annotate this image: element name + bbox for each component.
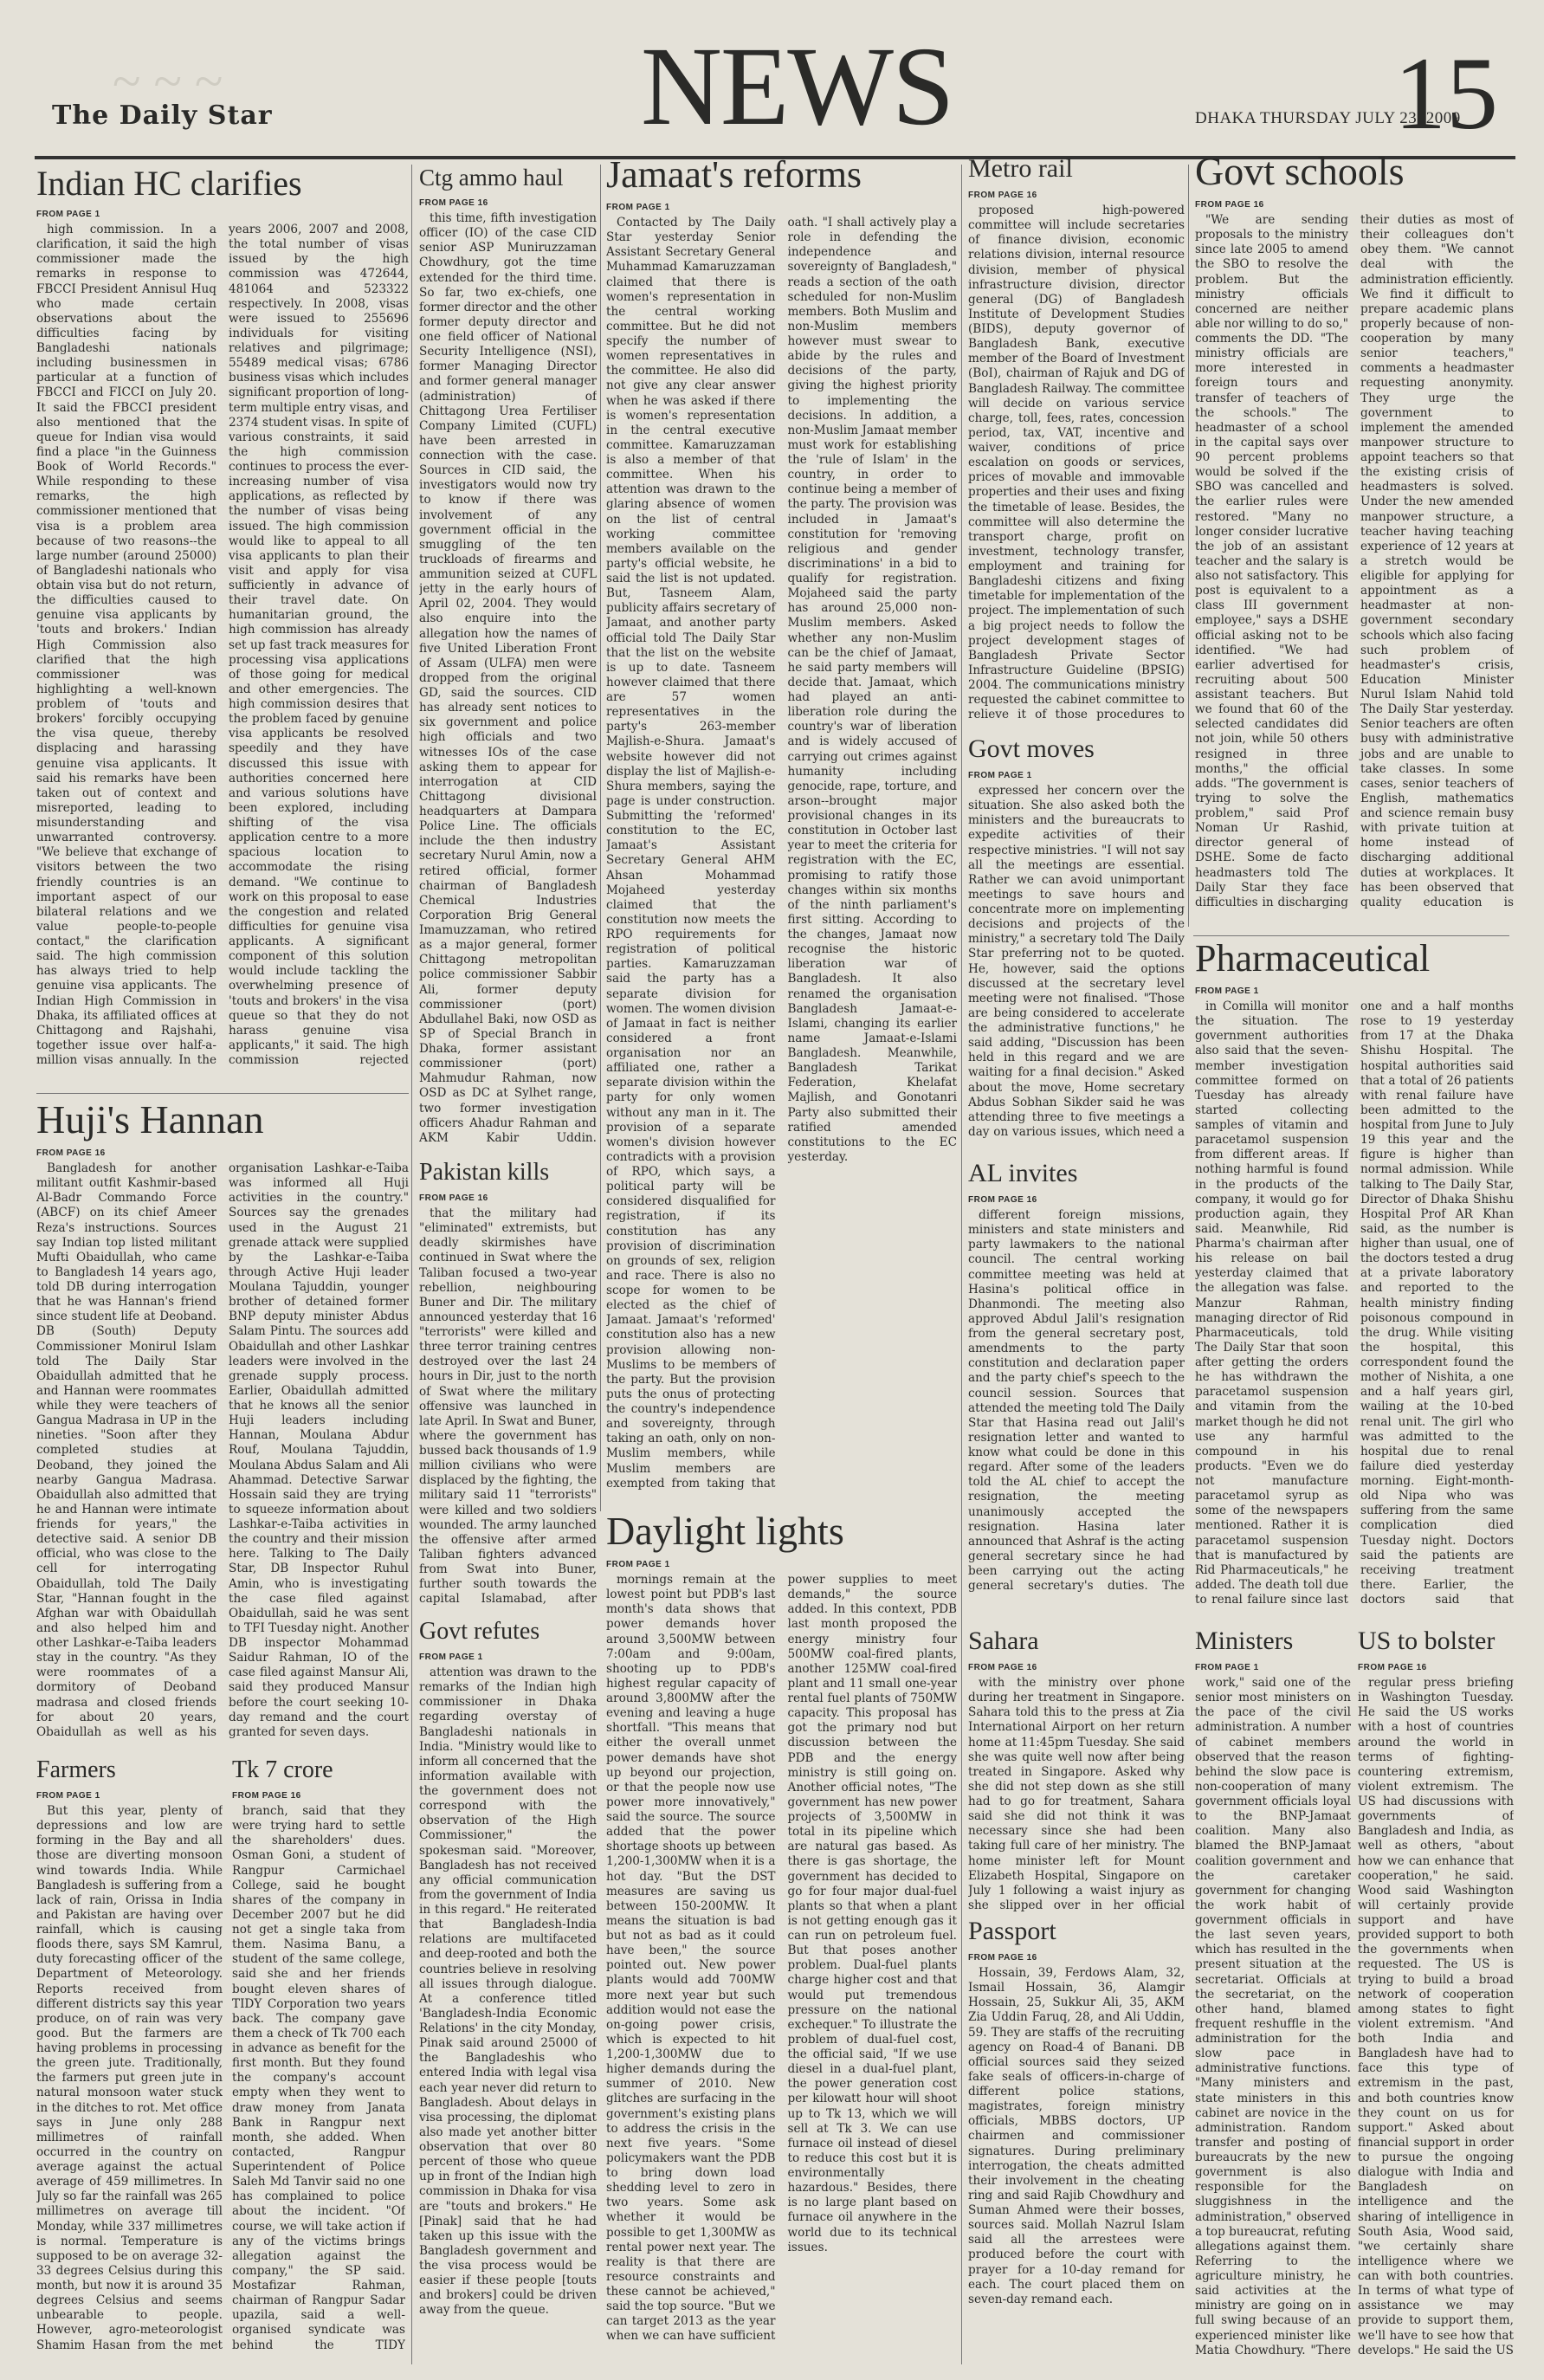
story-us-bolster <box>1358 1628 1514 2364</box>
headline: Pharmaceutical <box>1195 940 1431 980</box>
headline: Tk 7 crore <box>232 1758 333 1783</box>
headline: Sahara <box>968 1628 1039 1655</box>
story-dateline: FROM PAGE 16 <box>419 198 488 208</box>
story-body: with the ministry over phone during her treatment in Singapore. Sahara told this to the press at Zia International Airport on her return home at 11:45pm Tuesday. She said she was quite well now after being treated in Singapore. Asked why she did not step down as she still had to go for treatment, Sahara said she did not think it was necessary since she had been taking full care of her ministry. The home minister left for Mount Elizabeth Hospital, Singapore on July 1 following a waist injury as she slipped over in her official <box>968 1676 1185 1912</box>
section-rule <box>36 1093 409 1094</box>
story-dateline: FROM PAGE 16 <box>1195 200 1264 210</box>
story-dateline: FROM PAGE 1 <box>36 1791 100 1801</box>
story-body: Hossain, 39, Ferdows Alam, 32, Ismail Hossain, 36, Alamgir Hossain, 25, Sukkur Ali, 35, AKM Zia Uddin Faruq, 28, and Ali Uddin, 59. They are staffs of the recruiting agency on Road-4 of Banani. DB official sources said they seized fake seals of officers-in-charge of different police stations, magistrates, foreign ministry officials, MBBS doctors, UP chairmen and commissioner signatures. During preliminary interrogation, the cheats admitted their involvement in the cheating ring and said Rajib Chowdhury and Suman Ahmed were their bosses, sources said. Mollah Nazrul Islam said all the arrestees were produced before the court with prayer for a 10-day remand for each. The court placed them on seven-day remand each. <box>968 1966 1185 2306</box>
story-body: Bangladesh for another militant outfit Kashmir-based Al-Badr Commando Force (ABCF) on its chief Ameer Reza's instructions. Sources say Indian top listed militant Mufti Obaidullah, who came to Bangladesh 14 years ago, told DB during interrogation that he was Hannan's friend since student life at Deoband. DB (South) Deputy Commissioner Monirul Islam told The Daily Star Obaidullah admitted that he and Hannan were roommates while they were teachers of Gangua Madrasa in UP in the nineties. "Soon after they completed studies at Deoband, they joined the nearby Gangua Madrasa. Obaidullah also admitted that he and Hannan were intimate friends for years," the detective said. A senior DB official, who was close to the cell for interrogating Obaidullah, told The Daily Star, "Hannan fought in the Afghan war with Obaidullah and also helped him and other Lashkar-e-Taiba leaders stay in the country. "As they were roommates of a dormitory of Deoband madrasa and closed friends for about 20 years, Obaidullah as well as his organisation Lashkar-e-Taiba was informed all Huji activities in the country." Sources say the grenades used in the August 21 grenade attack were supplied by the Lashkar-e-Taiba through Active Huji leader Moulana Tajuddin, younger brother of detained former BNP deputy minister Abdus Salam Pintu. The sources add Obaidullah and other Lashkar leaders were involved in the grenade supply process. Earlier, Obaidullah admitted that he knows all the senior Huji leaders including Hannan, Moulana Abdur Rouf, Moulana Tajuddin, Moulana Abdus Salam and Ali Ahammad. Detective Sarwar Hossain said they are trying to squeeze information about Lashkar-e-Taiba activities in the country and their mission here. Talking to The Daily Star, DB Inspector Ruhul Amin, who is investigating the case filed against Obaidullah, said he was sent to TFI Tuesday night. Another DB inspector Mohammad Saidur Rahman, IO of the case filed against Mansur Ali, said they produced Mansur before the court seeking 10-day remand and the court granted for seven days. <box>36 1161 409 1739</box>
headline: AL invites <box>968 1161 1078 1187</box>
section-title: NEWS <box>641 24 953 149</box>
story-dateline: FROM PAGE 16 <box>232 1791 301 1801</box>
story-govt-moves <box>968 736 1185 1152</box>
headline: Ministers <box>1195 1628 1294 1655</box>
story-ctg-ammo <box>419 166 597 1154</box>
story-farmers <box>36 1758 223 2364</box>
story-dateline: FROM PAGE 1 <box>606 203 670 212</box>
ghost-watermark: ~ ~ ~ <box>113 53 223 110</box>
story-metro-rail <box>968 156 1185 728</box>
headline: Govt moves <box>968 736 1095 763</box>
story-huji <box>36 1100 409 1749</box>
story-body: But this year, plenty of depressions and low are forming in the Bay and all those are diverting monsoon wind towards India. While Bangladesh is suffering from a lack of rain, Orissa in India and Pakistan are having over rainfall, which is causing floods there, says SM Kamrul, duty forecasting officer of the Department of Meteorology. Reports received from different districts say this year produce, on of rain was very good. But the farmers are having problems in processing the green jute. Traditionally, the farmers put green jute in natural monsoon water stuck in the ditches to rot. Met office says in June only 288 millimetres of rainfall occurred in the country on average against the actual average of 459 millimetres. In July so far the rainfall was 265 millimetres on average till Monday, while 337 millimetres is normal. Temperature is supposed to be on average 32-33 degrees Celsius during this month, but now it is around 35 degrees Celsius and seems unbearable to people. However, agro-meteorologist Shamim Hasan from the met <box>36 1804 223 2352</box>
headline: Govt schools <box>1195 152 1405 193</box>
story-body: attention was drawn to the remarks of the Indian high commissioner in Dhaka regarding overstay of Bangladeshi nationals in India. "Ministry would like to inform all concerned that the information available with the government does not correspond with the observation of the High Commissioner," the spokesman said. "Moreover, Bangladesh has not received any official communication from the government of India in this regard." He reiterated that Bangladesh-India relations are multifaceted and deep-rooted and both the countries believe in resolving all issues through dialogue. At a conference titled 'Bangladesh-India Economic Relations' in the city Monday, Pinak said around 25000 of the Bangladeshis who entered India with legal visa each year never did return to Bangladesh. About delays in visa processing, the diplomat also made yet another bitter observation that over 80 percent of those who queue up in front of the Indian high commission in Dhaka for visa are "touts and brokers." He [Pinak] said that he had taken up this issue with the Bangladesh government and the visa process would be easier if these people [touts and brokers] could be driven away from the queue. <box>419 1665 597 2318</box>
headline: Farmers <box>36 1758 116 1783</box>
column-rule <box>1188 165 1189 927</box>
story-daylight <box>606 1511 957 2364</box>
column-rule <box>961 165 962 2364</box>
story-dateline: FROM PAGE 16 <box>968 191 1037 200</box>
story-body: high commission. In a clarification, it said the high commissioner made the remarks in response to FBCCI President Annisul Huq who made certain observations about the difficulties facing by Bangladeshi nationals including businessmen in particular at a function of FBCCI and FICCI on July 20. It said the FBCCI president also mentioned that the queue for Indian visa would find a place "in the Guinness Book of World Records." While responding to these remarks, the high commissioner mentioned that visa is a problem area because of two reasons--the large number (around 25000) of Bangladeshi nationals who obtain visa but do not return, the difficulties caused to genuine visa applicants by 'touts and brokers.' Indian High Commission also clarified that the high commissioner was highlighting a well-known problem of 'touts and brokers' forcibly occupying the visa queue, thereby displacing and harassing genuine visa applicants. It said his remarks have been taken out of context and misreported, leading to misunderstanding and unwarranted controversy. "We believe that exchange of visitors between the two friendly countries is an important aspect of our bilateral relations and we value people-to-people contact," the clarification said. The high commission has always tried to help genuine visa applicants. The Indian High Commission in Dhaka, its affiliated offices at Chittagong and Rajshahi, together issue over half-a-million visas annually. In the years 2006, 2007 and 2008, the total number of visas issued by the high commission was 472644, 481064 and 523322 respectively. In 2008, visas were issued to 255696 individuals for visiting relatives and pilgrimage; 55489 medical visas; 6786 business visas which includes significant proportion of long-term multiple entry visas, and 2374 student visas. In spite of various constraints, it said the high commission continues to process the ever-increasing number of visa applications, as reflected by the number of visas being issued. The high commission would like to appeal to all visa applicants to plan their visit and apply for visa sufficiently in advance of their travel date. On humanitarian ground, the high commission has already set up fast track measures for processing visa applications of those going for medical and other emergencies. The high commission desires that the problem faced by genuine visa applicants be resolved speedily and they have discussed this issue with authorities concerned here and various solutions have been explored, including shifting of the visa application centre to a more spacious location to accommodate the rising demand. "We continue to work on this proposal to ease the congestion and related difficulties for genuine visa applicants. A significant component of this solution would include tackling the overwhelming presence of 'touts and brokers' in the visa queue so that they do not harass genuine visa applicants," it said. The high commission rejected <box>36 223 409 1067</box>
story-dateline: FROM PAGE 1 <box>606 1560 670 1569</box>
column-rule <box>600 165 601 1511</box>
story-sahara <box>968 1628 1185 1914</box>
headline: Jamaat's reforms <box>606 156 862 196</box>
story-pharmaceutical <box>1195 940 1514 1624</box>
headline: Metro rail <box>968 156 1073 183</box>
column-rule <box>411 165 412 2364</box>
story-tk7crore <box>232 1758 405 2364</box>
story-body: regular press briefing in Washington Tuesday. He said the US works with a host of countries around the world in terms of fighting-countering extremism, violent extremism. The US had discussions with governments of Bangladesh and India, as well as others, "about how we can enhance that cooperation," he said. Wood said Washington will certainly provide support and have provided support to both the governments when requested. The US is trying to build a broad network of cooperation among states to fight violent extremism. "And both India and Bangladesh have had to face this type of extremism in the past, and both countries know they count on us for support." Asked about financial support in order to pursue the ongoing dialogue with India and Bangladesh on intelligence and the sharing of intelligence in South Asia, Wood said, "we certainly share intelligence where we can with both countries. In terms of what type of assistance we may provide to support them, we'll have to see how that develops." He said the US <box>1358 1676 1514 2357</box>
dateline-date: DHAKA THURSDAY JULY 23, 2009 <box>1195 109 1461 127</box>
story-passport <box>968 1918 1185 2364</box>
story-govt-schools <box>1195 152 1514 931</box>
story-dateline: FROM PAGE 16 <box>1358 1663 1427 1672</box>
story-body: proposed high-powered committee will include secretaries of finance division, economic relations division, internal resource division, member of physical infrastructure division, director general (DG) of Bangladesh Institute of Development Studies (BIDS), deputy governor of Bangladesh Bank, executive member of the Board of Investment (BoI), chairman of Rajuk and DG of Bangladesh Railway. The committee will decide on various service charge, toll, fees, rates, concession period, tax, VAT, incentive and waiver, conditions of price escalation on goods or services, prices of movable and immovable properties and their uses and fixing the timetable of lease. Besides, the committee will also determine the transport charge, profit on investment, technology transfer, employment and training for Bangladeshi citizens and fixing timetable for implementation of the project. The implementation of such a big project needs to follow the project development stages of Bangladesh Private Sector Infrastructure Guideline (BPSIG) 2004. The communications ministry requested the cabinet committee to relieve it of those procedures to <box>968 204 1185 722</box>
story-pakistan <box>419 1161 597 1611</box>
story-body: Contacted by The Daily Star yesterday Senior Assistant Secretary General Muhammad Kamaruzzaman claimed that there is women's representation in the central working committee. But he did not specify the number of women representatives in the committee. He also did not give any clear answer when he was asked if there is women's representation in the central executive committee. Kamaruzzaman is also a member of that committee. When his attention was drawn to the glaring absence of women on the list of central working committee members available on the party's official website, he said the list is not updated. But, Tasneem Alam, publicity affairs secretary of Jamaat, and another party official told The Daily Star that the list on the website is up to date. Tasneem however claimed that there are 57 women representatives in the party's 263-member Majlish-e-Shura. Jamaat's website however did not display the list of Majlish-e-Shura members, saying the page is under construction. Submitting the 'reformed' constitution to the EC, Jamaat's Assistant Secretary General AHM Ahsan Mohammad Mojaheed yesterday claimed that the constitution now meets the RPO requirements for registration of political parties. Kamaruzzaman said the party has a separate division for women. The women division of Jamaat in fact is neither considered a front organisation nor an affiliated one, rather a separate division within the party for only women without any man in it. The provision of a separate women's division however contradicts with a provision of RPO, which says, a political party will be considered disqualified for registration, if its constitution has any provision of discrimination on grounds of sex, religion and race. There is also no scope for women to be elected as the chief of Jamaat. Jamaat's 'reformed' constitution also has a new provision allowing non-Muslims to be members of the party. But the provision puts the onus of protecting the country's independence and sovereignty, through taking an oath, only on non-Muslim members, while Muslim members are exempted from taking that oath. "I shall actively play a role in defending the independence and sovereignty of Bangladesh," reads a section of the oath scheduled for non-Muslim members. Both Muslim and non-Muslim members however must swear to abide by the rules and decisions of the party, giving the highest priority to implementing the decisions. In addition, a non-Muslim Jamaat member must work for establishing the 'rule of Islam' in the country, in order to continue being a member of the party. The provision was included in Jamaat's constitution for 'removing religious and gender discriminations' in a bid to qualify for registration. Mojaheed said the party has around 25,000 non-Muslim members. Asked whether any non-Muslim can be the chief of Jamaat, he said party members will decide that. Jamaat, which had played an anti-liberation role during the country's war of liberation and is widely accused of carrying out crimes against humanity including genocide, rape, torture, and arson--brought major provisional changes in its constitution in October last year to meet the criteria for registration with the EC, promising to ratify those changes within six months of the ninth parliament's first sitting. According to the changes, Jamaat now recognise the historic liberation war of Bangladesh. It also renamed the organisation Bangladesh Jamaat-e-Islami, changing its earlier name Jamaat-e-Islami Bangladesh. Meanwhile, Bangladesh Tarikat Federation, Khelafat Majlish, and Gonotanri Party also submitted their ratified amended constitutions to the EC yesterday. <box>606 216 957 1491</box>
story-dateline: FROM PAGE 1 <box>419 1652 483 1662</box>
story-body: work," said one of the senior most ministers on the pace of the civil administration. A number of cabinet members observed that the reason behind the slow pace is non-cooperation of many government officials loyal to the BNP-Jamaat coalition. Many also blamed the BNP-Jamaat coalition government and the caretaker government for changing the work habit of government officials in the last seven years, which has resulted in the present situation at the secretariat. Officials at the secretariat, on the other hand, blamed frequent reshuffle in the administration for the slow pace in administrative functions. "Many ministers and state ministers in this cabinet are novice in the administration. Random transfer and posting of bureaucrats by the new government is also responsible for the sluggishness in the administration," observed a top bureaucrat, refuting allegations against them. Referring to the agriculture ministry, he said activities at the ministry are going on in full swing because of an experienced minister like Matia Chowdhury. "There <box>1195 1676 1351 2357</box>
story-body: different foreign missions, ministers and state ministers and party lawmakers to the national council. The central working committee meeting was held at Hasina's political office in Dhanmondi. The meeting also approved Abdul Jalil's resignation from the general secretary post, amendments to the party constitution and declaration paper and the party chief's speech to the council session. Sources that attended the meeting told The Daily Star that Hasina read out Jalil's resignation letter and wanted to know what could be done in this regard. After some of the leaders told the AL chief to accept the resignation, the meeting unanimously accepted the resignation. Hasina later announced that Ashraf is the acting general secretary since he had been carrying out the acting general secretary's duties. The <box>968 1208 1185 1594</box>
headline: Indian HC clarifies <box>36 166 302 203</box>
story-dateline: FROM PAGE 16 <box>36 1148 106 1158</box>
story-indian-hc <box>36 166 409 1084</box>
story-body: expressed her concern over the situation. She also asked both the ministers and the bureaucrats to expedite activities of their respective ministries. "I will not say all the meetings are essential. Rather we can avoid unimportant meetings to save hours and concentrate more on implementing decisions and projects of the ministry," a secretary told The Daily Star preferring not to be quoted. He, however, said the options discussed at the secretary level meeting were not finalised. "Those are being considered to accelerate the administrative functions," he said adding, "Discussion has been held in this regard and we are waiting for a final decision." Asked about the move, Home secretary Abdus Sobhan Sikder said he was attending three to five meetings a day on various issues, which need a <box>968 784 1185 1139</box>
brand-name: The Daily Star <box>52 100 273 131</box>
story-dateline: FROM PAGE 1 <box>968 771 1032 780</box>
story-body: this time, fifth investigation officer (IO) of the case CID senior ASP Muniruzzaman Chowdhury, got the time extended for the third time. So far, two ex-chiefs, one former director and the other former deputy director and one field officer of National Security Intelligence (NSI), former Managing Director and former general manager (administration) of Chittagong Urea Fertiliser Company Limited (CUFL) have been arrested in connection with the case. Sources in CID said, the investigators would now try to know if there was involvement of any government official in the smuggling of the ten truckloads of firearms and ammunition seized at CUFL jetty in the early hours of April 02, 2004. They would also enquire into the allegation how the names of five United Liberation Front of Assam (ULFA) men were dropped from the original GD, said the sources. CID has already sent notices to six government and police high officials and two witnesses IOs of the case asking them to appear for interrogation at CID Chittagong divisional headquarters at Dampara Police Line. The officials include the then industry secretary Nurul Amin, now a retired official, former chairman of Bangladesh Chemical Industries Corporation Brig General Imamuzzaman, who retired as a major general, former Chittagong metropolitan police commissioner Sabbir Ali, former deputy commissioner (port) Abdullahel Baki, now OSD as SP of Special Branch in Dhaka, former assistant commissioner (port) Mahmudur Rahman, now OSD as DC at Sylhet range, two former investigation officers Ahadur Rahman and AKM Kabir Uddin. <box>419 211 597 1145</box>
headline: Daylight lights <box>606 1511 844 1553</box>
story-body: branch, said that they were trying hard to settle the shareholders' dues. Osman Goni, a student of Rangpur Carmichael College, said he bought shares of the company in December 2007 but he did not get a single taka from them. Nasima Banu, a student of the same college, said she and her friends bought eleven shares of TIDY Corporation two years back. The company gave them a check of Tk 700 each in advance as benefit for the first month. But they found the company's account empty when they went to draw money from Janata Bank in Rangpur next month, she added. When contacted, Rangpur Superintendent of Police Saleh Md Tanvir said no one has complained to police about the incident. "Of course, we will take action if any of the victims brings allegation against the company," the SP said. Mostafizar Rahman, chairman of Rangpur Sadar upazila, said a well-organised syndicate was behind the TIDY <box>232 1804 405 2352</box>
headline: Pakistan kills <box>419 1161 550 1186</box>
story-dateline: FROM PAGE 16 <box>419 1193 488 1203</box>
story-body: mornings remain at the lowest point but PDB's last month's data shows that power demands hover around 3,500MW between 7:00am and 9:00am, shooting up to PDB's highest regular capacity of around 3,800MW after the evening and leaving a huge shortfall. "This means that either the overall unmet power demands have shot up beyond our projection, or that the people now use power more innovatively," said the source. The source added that the power shortage shoots up between 1,200-1,300MW when it is a hot day. "But the DST measures are saving us between 150-200MW. It means the situation is bad but not as bad as it could have been," the source pointed out. New power plants would add 700MW more next year but such addition would not ease the on-going power crisis, which is expected to hit 1,200-1,300MW due to higher demands during the summer of 2010. New glitches are surfacing in the government's existing plans to address the crisis in the next five years. "Some policymakers want the PDB to bring down load shedding level to zero in two years. Some ask whether it would be possible to get 1,300MW as rental power next year. The reality is that there are resource constraints and these cannot be achieved," said the top source. "But we can target 2013 as the year when we can have sufficient power supplies to meet demands," the source added. In this context, PDB last month proposed the energy ministry four 500MW coal-fired plants, another 125MW coal-fired plant and 11 small one-year rental fuel plants of 750MW capacity. This proposal has got the primary nod but discussion between the PDB and the energy ministry is still going on. Another official notes, "The government has new power projects of 3,500MW in total in its pipeline which are natural gas based. As there is gas shortage, the government has decided to go for four major dual-fuel plants so that when a plant is not getting enough gas it can run on petroleum fuel. But that poses another problem. Dual-fuel plants charge higher cost and that would put tremendous pressure on the national exchequer." To illustrate the problem of dual-fuel cost, the official said, "If we use diesel in a dual-fuel plant, the power generation cost per kilowatt hour will shoot up to Tk 13, which we will sell at Tk 3. We can use furnace oil instead of diesel to reduce this cost but it is environmentally hazardous." Besides, there is no large plant based on furnace oil anywhere in the world due to its technical issues. <box>606 1573 957 2344</box>
headline: Govt refutes <box>419 1620 540 1645</box>
story-body: that the military had "eliminated" extremists, but deadly skirmishes have continued in Swat where the Taliban focused a two-year rebellion, neighbouring Buner and Dir. The military announced yesterday that 16 "terrorists" were killed and three terror training centres destroyed over the last 24 hours in Dir, just to the north of Swat where the military offensive was launched in late April. In Swat and Buner, where the government has bussed back thousands of 1.9 million civilians who were displaced by the fighting, the military said 11 "terrorists" were killed and two soldiers wounded. The army launched the offensive after armed Taliban fighters advanced from Swat into Buner, further south towards the capital Islamabad, after <box>419 1206 597 1607</box>
story-dateline: FROM PAGE 16 <box>968 1663 1037 1672</box>
story-dateline: FROM PAGE 16 <box>968 1953 1037 1963</box>
section-rule <box>1193 935 1509 936</box>
headline: US to bolster <box>1358 1628 1496 1655</box>
headline: Huji's Hannan <box>36 1100 264 1141</box>
page-number: 15 <box>1394 36 1498 151</box>
story-ministers <box>1195 1628 1351 2364</box>
story-dateline: FROM PAGE 1 <box>1195 986 1259 996</box>
story-dateline: FROM PAGE 1 <box>1195 1663 1259 1672</box>
story-dateline: FROM PAGE 16 <box>968 1195 1037 1205</box>
story-govt-refutes <box>419 1620 597 2364</box>
story-jamaat <box>606 156 957 1507</box>
headline: Passport <box>968 1918 1056 1945</box>
story-body: in Comilla will monitor the situation. The government authorities also said that the seven-member investigation committee formed on Tuesday has already started collecting samples of vitamin and paracetamol suspension from different areas. If nothing harmful is found in the products of the company, it would go for production again, they said. Meanwhile, Rid Pharma's chairman after his release on bail yesterday claimed that the allegation was false. Manzur Rahman, managing director of Rid Pharmaceuticals, told The Daily Star that soon after getting the orders he has withdrawn the paracetamol suspension and vitamin from the market though he did not use any harmful compound in his products. "Even we do not manufacture paracetamol syrup as some of the newspapers mentioned. Rather it is paracetamol suspension that is manufactured by Rid Pharmaceuticals," he added. The death toll due to renal failure since last one and a half months rose to 19 yesterday from 17 at the Dhaka Shishu Hospital. The hospital authorities said that a total of 26 patients with renal failure have been admitted to the hospital from June to July 19 this year and the figure is higher than normal admission. While talking to The Daily Star, Director of Dhaka Shishu Hospital Prof AR Khan said, as the number is higher than usual, one of the doctors tested a drug at a private laboratory and reported to the health ministry finding poisonous compound in the drug. While visiting the hospital, this correspondent found the mother of Nishita, a one and a half years girl, wailing at the 10-bed renal unit. The girl who was admitted to the hospital due to renal failure died yesterday morning. Eight-month-old Nipa who was suffering from the same complication died Tuesday night. Doctors said the patients are receiving treatment there. Earlier, the doctors said that <box>1195 999 1514 1607</box>
masthead <box>35 26 1515 156</box>
story-body: "We are sending proposals to the ministry since late 2005 to amend the SBO to resolve the problem. But the ministry officials concerned are neither able nor willing to do so," comments the DD. "The ministry officials are more interested in foreign tours and transfer of teachers of the schools." The headmaster of a school in the capital says over 90 percent problems would be solved if the SBO was cancelled and the earlier rules were restored. "Many no longer consider lucrative the job of an assistant teacher and the salary is also not satisfactory. This post is equivalent to a class III government employee," says a DSHE official asking not to be identified. "We had earlier advertised for recruiting about 500 assistant teachers. But we found that 60 of the selected candidates did not join, while 50 others resigned in three months," the official adds. "The government is trying to solve the problem," said Prof Noman Ur Rashid, director general of DSHE. Some de facto headmasters told The Daily Star they face difficulties in discharging their duties as most of their colleagues don't obey them. "We cannot deal with the administration efficiently. We find it difficult to prepare academic plans properly because of non-cooperation by many senior teachers," comments a headmaster requesting anonymity. They urge the government to implement the amended manpower structure to appoint teachers so that the existing crisis of headmasters is solved. Under the new amended manpower structure, a teacher having teaching experience of 12 years at a stretch would be eligible for applying for appointment as a headmaster at non-government secondary schools which also facing such problem of headmaster's crisis, Education Minister Nurul Islam Nahid told The Daily Star yesterday. Senior teachers are often busy with administrative jobs and are unable to take classes. In some cases, senior teachers of English, mathematics and science remain busy with private tuition at home instead of discharging additional duties at workplaces. It has been observed that quality education is <box>1195 213 1514 909</box>
story-al-invites <box>968 1161 1185 1620</box>
headline: Ctg ammo haul <box>419 166 564 191</box>
story-dateline: FROM PAGE 1 <box>36 210 100 219</box>
